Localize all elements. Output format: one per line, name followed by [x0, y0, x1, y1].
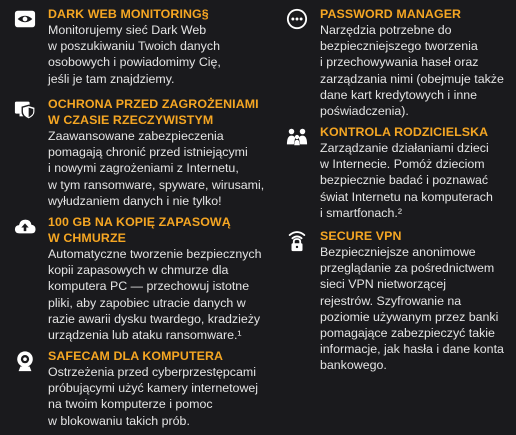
feature-description: Monitorujemy sieć Dark Web w poszukiwaniu Twoich danych osobowych i powiadomimy Cię, jeśli je tam znajdziemy. [48, 23, 221, 86]
feature-title: 100 GB NA KOPIĘ ZAPASOWĄ W CHMURZE [48, 215, 231, 245]
lock-wifi-icon [286, 230, 308, 252]
feature-description: Ostrzeżenia przed cyberprzestępcami próbującymi użyć kamery internetowej na twoim komputerze i pomoc w blokowaniu takich prób. [48, 365, 259, 428]
feature-safecam [14, 348, 274, 432]
feature-dark-web [14, 6, 264, 86]
feature-secure-vpn [286, 228, 512, 373]
feature-password-manager [286, 6, 512, 119]
password-dots-icon [286, 8, 308, 30]
feature-description: Automatyczne tworzenie bezpiecznych kopii zapasowych w chmurze dla komputera PC — przechowuj istotne pliki, aby zapobiec utracie danych w razie awarii dysku twardego, kradzieży urządzenia lub ataku ransomware.¹ [48, 247, 262, 343]
cloud-upload-icon [14, 216, 36, 238]
feature-threat-protection [14, 96, 274, 206]
feature-password-manager-text [320, 6, 512, 119]
shield-icon [14, 98, 36, 120]
family-icon [286, 126, 308, 148]
feature-title: SAFECAM DLA KOMPUTERA [48, 349, 224, 363]
feature-description: Narzędzia potrzebne do bezpieczniejszego tworzenia i przechowywania haseł oraz zarządzania nimi (obejmuje także dane kart kredytowych i inne poświadczenia). [320, 23, 504, 119]
feature-secure-vpn-text [320, 228, 512, 374]
feature-description: Zarządzanie działaniami dzieci w Internecie. Pomóż dzieciom bezpiecznie badać i poznawać świat Internetu na komputerach i smartfonach.² [320, 141, 493, 220]
feature-dark-web-text [48, 6, 264, 87]
feature-title: KONTROLA RODZICIELSKA [320, 125, 489, 139]
feature-cloud-backup-text [48, 214, 274, 343]
feature-title: DARK WEB MONITORING§ [48, 7, 209, 21]
feature-threat-protection-text [48, 96, 274, 209]
feature-title: OCHRONA PRZED ZAGROŻENIAMI W CZASIE RZECZYWISTYM [48, 97, 259, 127]
feature-title: SECURE VPN [320, 229, 402, 243]
feature-description: Zaawansowane zabezpieczenia pomagają chronić przed istniejącymi i nowymi zagrożeniami z Internetu, w tym ransomware, spyware, wirusami, wyłudzaniem danych i nie tylko! [48, 129, 265, 208]
feature-parental-control [286, 124, 512, 220]
feature-description: Bezpieczniejsze anonimowe przeglądanie za pośrednictwem sieci VPN nietworzącej rejestrów. Szyfrowanie na poziomie używanym przez banki pomagające zabezpieczyć takie informacje, jak hasła i dane konta bankowego. [320, 245, 504, 373]
eye-icon [14, 8, 36, 30]
feature-cloud-backup [14, 214, 274, 343]
webcam-icon [14, 350, 36, 372]
feature-parental-control-text [320, 124, 512, 221]
feature-safecam-text [48, 348, 274, 429]
feature-title: PASSWORD MANAGER [320, 7, 462, 21]
